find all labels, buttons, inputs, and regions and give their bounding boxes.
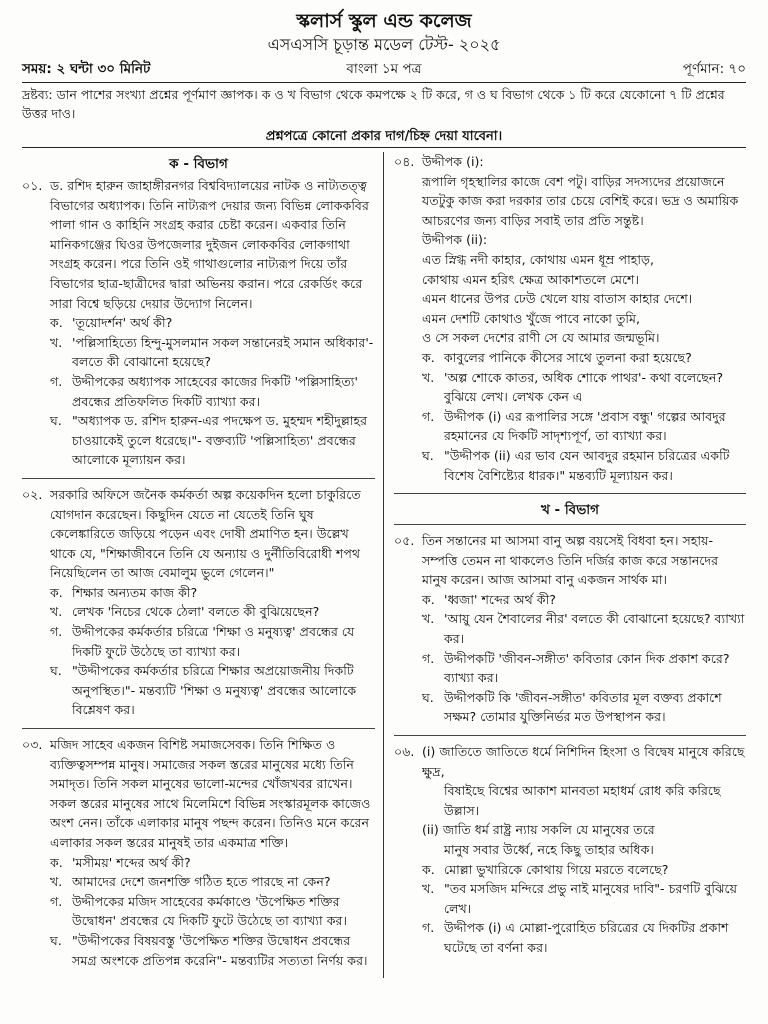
sub-question-text: "উদ্দীপকের বিষয়বস্তু 'উপেক্ষিত শক্তির উদ্বোধন প্রবন্ধের সমগ্র অংশকে প্রতিপন্ন করেনি"- মন্তব্যটির সত্যতা নির্ণয় কর। [72,932,368,968]
sub-question-label: খ. [50,604,63,620]
left-column [22,152,384,978]
subject-title: বাংলা ১ম পত্র [346,61,422,77]
poem-line: এত স্নিগ্ধ নদী কাহার, কোথায় এমন ধূম্র পাহাড়, [422,251,654,267]
sub-question-text: উদ্দীপকটি 'জীবন-সঙ্গীত' কবিতার কোন দিক প্রকাশ করে? ব্যাখ্যা কর। [444,650,730,686]
sub-question-text: 'পল্লিসাহিত্যে হিন্দু-মুসলমান সকল সন্তানেরই সমান অধিকার'- বলতে কী বোঝানো হয়েছে? [72,334,374,370]
sub-question [422,590,746,610]
sub-question [50,892,375,931]
question-5 [394,531,746,727]
question-stem: ড. রশিদ হারুন জাহাঙ্গীরনগর বিশ্ববিদ্যালয়ের নাটক ও নাট্যতত্ত্ব বিভাগের অধ্যাপক। তিনি নাট্যরূপ দেয়ার জন্য বিভিন্ন লোককবির পালা গান ও কাহিনি সংগ্রহ করার চেষ্টা করেন। একবার তিনি মানিকগঞ্জের ঘিওর উপজেলার দুইজন লোককবির লোকগাথা সংগ্রহ করেন। পরে তিনি ওই গাথাগুলোর নাট্যরূপ দিয়ে তাঁর বিভাগের ছাত্র-ছাত্রীদের দ্বারা অভিনয় করান। পরে রেকর্ডিং করে সারা বিশ্বে ছড়িয়ে দেয়ার উদ্যোগ নিলেন। [50,178,369,311]
sub-question-text: উদ্দীপকের অধ্যাপক সাহেবের কাজের দিকটি 'পল্লিসাহিত্য' প্রবন্ধের প্রতিফলিত দিকটি ব্যাখ্যা কর। [72,373,358,409]
sub-question-label: ঘ. [50,413,62,429]
section-divider [394,524,746,525]
sub-question [50,853,375,873]
poem-line: এমন ধানের উপর ঢেউ খেলে যায় বাতাস কাহার দেশে। [422,291,693,307]
sub-question [50,931,375,970]
stimulus-line: মানুষ সবার উর্ধ্বে, নহে কিছু তাহার অধিক। [444,842,654,857]
question-2 [22,485,375,720]
sub-question-text: আমাদের দেশে জনশক্তি গঠিত হতে পারছে না কেন? [72,874,331,890]
question-number: ০২. [22,486,43,502]
header-rule [22,82,746,83]
sub-question [422,918,746,957]
sub-question-label: ঘ. [50,663,62,679]
question-stem: মজিদ সাহেব একজন বিশিষ্ট সমাজসেবক। তিনি শিক্ষিত ও ব্যক্তিত্বসম্পন্ন মানুষ। সমাজের সকল স্তরের মানুষের মধ্যে তিনি সমাদৃত। তিনি সকল মানুষের ভালো-মন্দের খোঁজখবর রাখেন। সকল স্তরের মানুষের সাথে মিলেমিশে বিভিন্ন সংস্কারমূলক কাজেও অংশ নেন। তাঁকে এলাকার মানুষ পছন্দ করেন। তিনিও মনে করেন এলাকার সকল স্তরের মানুষই তার একমাত্র শক্তি। [50,737,371,850]
question-body [422,742,746,958]
sub-question [422,609,746,648]
sub-question-label: গ. [50,624,63,640]
sub-question-label: খ. [422,369,435,385]
question-stem: সরকারি অফিসে জনৈক কর্মকর্তা অল্প কয়েকদিন হলো চাকুরিতে যোগদান করেছেন। কিছুদিন যেতে না যেতেই তিনি ঘুষ কেলেঙ্কারিতে জড়িয়ে পড়েন এবং দোষী প্রমাণিত হন। উল্লেখ থাকে যে, "শিক্ষাজীবনে তিনি যে অন্যায় ও দুর্নীতিবিরোধী শপথ নিয়েছিলেন তা আজ বেমালুম ভুলে গেলেন।" [50,486,361,581]
sub-question-label: গ. [50,373,63,389]
question-stem: তিন সন্তানের মা আসমা বানু অল্প বয়সেই বিধবা হন। সহায়-সম্পত্তি তেমন না থাকলেও তিনি দর্জির কাজ করে সন্তানদের মানুষ করেন। আজ আসমা বানু একজন সার্থক মা। [422,533,719,588]
question-number: ০৪. [394,154,415,169]
sub-question-text: উদ্দীপক (i) এর রূপালির সঙ্গে 'প্রবাস বন্ধু' গল্পের আবদুর রহমানের যে দিকটি সাদৃশ্যপূর্ণ, তা ব্যাখ্যা কর। [444,408,726,444]
sub-question-label: ঘ. [422,689,434,705]
sub-question [50,313,375,333]
sub-question-label: গ. [422,650,435,666]
stimulus-text: রূপালি গৃহস্থালির কাজে বেশ পটু। বাড়ির সদস্যদের প্রয়োজনে যতটুকু কাজ করা দরকার তার চেয়ে বেশিই করে। ভদ্র ও অমায়িক আচরণের জন্য বাড়ির সবাই তার প্রতি সন্তুষ্ট। [422,173,739,228]
stimulus-line: (i) জাতিতে জাতিতে ধর্মে নিশিদিন হিংসা ও বিদ্বেষ মানুষে করিছে ক্ষুদ্র, [422,744,745,779]
sub-question-label: খ. [50,334,63,350]
sub-question [50,333,375,372]
sub-question-label: ঘ. [422,447,434,463]
sub-question-label: খ. [422,611,435,627]
sub-question-label: ক. [422,349,435,365]
question-divider [22,728,375,729]
sub-question-label: খ. [422,881,435,897]
question-body [50,485,375,720]
sub-question-text: উদ্দীপক (i) এ মোল্লা-পুরোহিত চরিত্রের যে দিকটির প্রকাশ ঘটেছে তা বর্ণনা কর। [444,920,729,955]
school-name: স্কলার্স স্কুল এন্ড কলেজ [296,10,472,32]
question-body [50,735,375,970]
right-column [384,152,746,978]
full-marks: পূর্ণমান: ৭০ [682,61,746,77]
sub-question-text: উদ্দীপকের মজিদ সাহেবের কর্মকাণ্ডে 'উপেক্ষিত শক্তির উদ্বোধন' প্রবন্ধের যে দিকটি ফুটে উঠেছে তা ব্যাখ্যা কর। [72,893,347,929]
sub-question [50,583,375,603]
sub-question [422,860,746,880]
sub-question-text: 'তূয়োদর্শন' অর্থ কী? [72,315,173,331]
question-number: ০৬. [394,744,415,760]
sub-question-text: 'মসীময়' শব্দের অর্থ কী? [72,854,191,870]
time-allowed: সময়: ২ ঘন্টা ৩০ মিনিট [22,61,151,77]
stimulus-line: (ii) জাতি ধর্ম রাষ্ট্র ন্যায় সকলি যে মানুষের তরে [422,822,655,838]
question-body [422,152,746,485]
section-kha-title: খ - বিভাগ [540,502,600,519]
sub-question [50,661,375,720]
sub-question-label: খ. [50,874,63,890]
poem-line: ও সে সকল দেশের রাণী সে যে আমার জন্মভূমি। [422,330,660,346]
sub-question-label: গ. [422,408,435,424]
question-number: ০১. [22,178,43,193]
sub-question [422,649,746,688]
exam-title: এসএসসি চূড়ান্ত মডেল টেস্ট- ২০২৫ [267,35,501,54]
question-body [422,531,746,727]
question-divider [22,478,375,479]
sub-question [50,372,375,411]
stimulus-label: উদ্দীপক (i): [422,154,484,169]
question-6 [394,742,746,958]
sub-question-label: ক. [422,591,435,607]
sub-question-label: গ. [50,893,63,909]
question-divider [394,735,746,736]
sub-question-text: "তব মসজিদ মন্দিরে প্রভু নাই মানুষের দাবি"- চরণটি বুঝিয়ে লেখ। [444,881,738,916]
sub-question-text: শিক্ষার অন্যতম কাজ কী? [72,584,198,600]
question-number: ০৩. [22,737,43,753]
sub-question [50,602,375,622]
poem-line: এমন দেশটি কোথাও খুঁজে পাবে নাকো তুমি, [422,310,641,326]
stimulus-label: উদ্দীপক (ii): [422,232,488,248]
instructions-note: দ্রষ্টব্য: ডান পাশের সংখ্যা প্রশ্নের পূর্ণমাণ জ্ঞাপক। ক ও খ বিভাগ থেকে কমপক্ষে ২ টি করে, গ ও ঘ বিভাগ থেকে ১ টি করে যেকোনো ৭ টি প্রশ্নের উত্তর দাও। [22,87,725,121]
sub-question [50,622,375,661]
question-columns [22,152,746,978]
sub-question [422,446,746,485]
sub-question-label: ক. [50,854,63,870]
paper-info-row [22,56,746,82]
section-ka-title: ক - বিভাগ [169,156,228,172]
sub-question [50,411,375,470]
sub-question-text: 'ধ্বজা' শব্দের অর্থ কী? [444,591,556,607]
question-4 [394,152,746,485]
sub-question-text: "অধ্যাপক ড. রশিদ হারুন-এর পদক্ষেপ ড. মুহম্মদ শহীদুল্লাহর চাওয়াকেই তুলে ধরেছে।"- বক্তব্যটি 'পল্লিসাহিত্য' প্রবন্ধের আলোকে মূল্যায়ন কর। [72,413,368,468]
sub-question [422,407,746,446]
sub-question-text: উদ্দীপকের কর্মকর্তার চরিত্রে 'শিক্ষা ও মনুষ্যত্ব' প্রবন্ধের যে দিকটি ফুটে উঠেছে তা ব্যাখ্যা কর। [72,624,355,659]
sub-question-text: "উদ্দীপক (ii) এর ভাব যেন আবদুর রহমান চরিত্রের একটি বিশেষ বৈশিষ্ট্যের ধারক।" মন্তব্যটি মূল্যায়ন কর। [444,447,730,483]
sub-question-text: 'আয়ু যেন শৈবালের নীর' বলতে কী বোঝানো হয়েছে? ব্যাখ্যা কর। [444,611,745,647]
sub-question-label: ক. [50,584,63,600]
sub-question-text: 'অল্প শোকে কাতর, অধিক শোকে পাথর'- কথা বলেছেন? বুঝিয়ে লেখ। লেখক কেন এ [444,369,724,405]
header-rule-bottom [22,147,746,148]
sub-question-text: লেখক 'নিচের থেকে ঠেলা' বলতে কী বুঝিয়েছেন? [72,604,320,620]
sub-question [422,688,746,727]
question-divider [394,493,746,494]
question-1 [22,176,375,470]
sub-question [422,879,746,918]
question-body [50,176,375,470]
warning-text: প্রশ্নপত্রে কোনো প্রকার দাগ/চিহ্ন দেয়া যাবেনা। [265,129,503,144]
stimulus-line: বিষাইছে বিশ্বের আকাশ মানবতা মহাধর্ম রোধ করি করিছে উল্লাস। [444,783,721,818]
sub-question-text: উদ্দীপকটি কি 'জীবন-সঙ্গীত' কবিতার মূল বক্তব্য প্রকাশে সক্ষম? তোমার যুক্তিনির্ভর মত উপস্থাপন কর। [444,689,722,725]
question-number: ০৫. [394,533,415,549]
sub-question-text: "উদ্দীপকের কর্মকর্তার চরিত্রে শিক্ষার অপ্রয়োজনীয় দিকটি অনুপস্থিত।"- মন্তব্যটি 'শিক্ষা ও মনুষ্যত্ব' প্রবন্ধের আলোকে বিশ্লেষণ কর। [72,663,357,718]
sub-question [422,368,746,407]
sub-question-label: ঘ. [50,932,62,948]
question-3 [22,735,375,970]
sub-question-label: গ. [422,920,435,936]
poem-line: কোথায় এমন হরিৎ ক্ষেত্র আকাশতলে মেশে। [422,271,639,287]
sub-question-label: ক. [422,861,435,877]
sub-question [422,348,746,368]
sub-question-label: ক. [50,315,63,331]
sub-question [50,872,375,892]
sub-question-text: কাবুলের পানিকে কীসের সাথে তুলনা করা হয়েছে? [444,349,692,365]
sub-question-text: মোল্লা ভুখারিকে কোথায় গিয়ে মরতে বলেছে? [444,861,669,877]
